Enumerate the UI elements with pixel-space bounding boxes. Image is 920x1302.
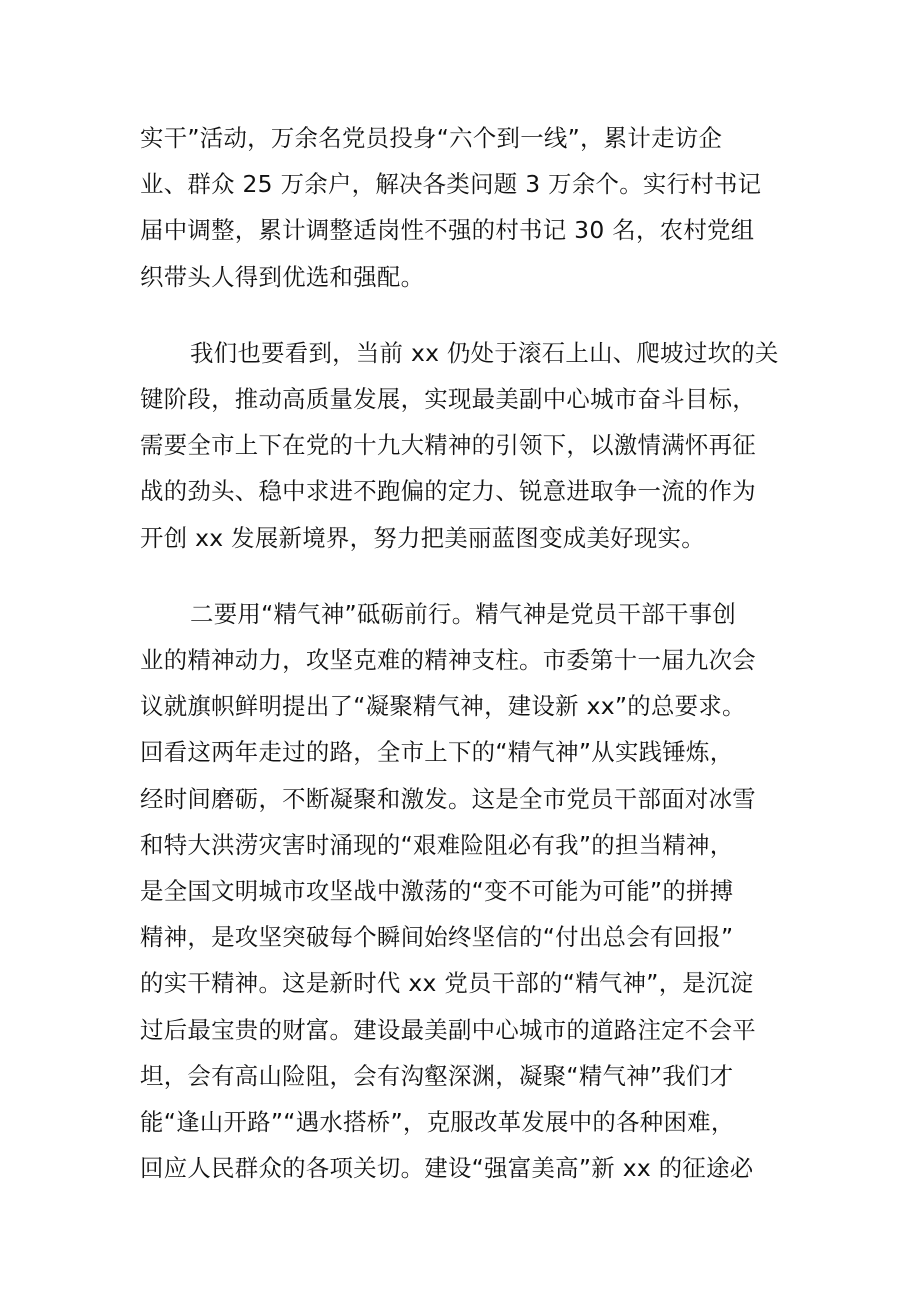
text-line: 织带头人得到优选和强配。 bbox=[140, 262, 425, 291]
text-line: 回应人民群众的各项关切。建设“强富美高”新 xx 的征途必 bbox=[140, 1154, 754, 1183]
paragraph-1 bbox=[140, 115, 780, 300]
text-line: 业的精神动力，攻坚克难的精神支柱。市委第十一届九次会 bbox=[140, 646, 756, 675]
text-line: 我们也要看到，当前 xx 仍处于滚石上山、爬坡过坎的关 bbox=[190, 338, 779, 367]
text-line: 和特大洪涝灾害时涌现的“艰难险阻必有我”的担当精神， bbox=[140, 830, 734, 859]
text-line: 能“逢山开路”“遇水搭桥”，克服改革发展中的各种困难， bbox=[140, 1108, 735, 1137]
text-line: 键阶段，推动高质量发展，实现最美副中心城市奋斗目标， bbox=[140, 385, 756, 414]
text-line: 议就旗帜鲜明提出了“凝聚精气神，建设新 xx”的总要求。 bbox=[140, 692, 746, 721]
text-line: 开创 xx 发展新境界，努力把美丽蓝图变成美好现实。 bbox=[140, 523, 705, 552]
paragraph-2 bbox=[140, 330, 780, 561]
paragraph-3 bbox=[140, 591, 780, 1192]
document-body bbox=[140, 115, 780, 1221]
text-line: 是全国文明城市攻坚战中激荡的“变不可能为可能”的拼搏 bbox=[140, 877, 734, 906]
text-line: 回看这两年走过的路，全市上下的“精气神”从实践锤炼， bbox=[140, 738, 734, 767]
text-line: 二要用“精气神”砥砺前行。精气神是党员干部干事创 bbox=[190, 599, 737, 628]
text-line: 过后最宝贵的财富。建设最美副中心城市的道路注定不会平 bbox=[140, 1015, 756, 1044]
text-line: 需要全市上下在党的十九大精神的引领下，以激情满怀再征 bbox=[140, 431, 756, 460]
text-line: 实干”活动，万余名党员投身“六个到一线”，累计走访企 bbox=[140, 124, 723, 152]
text-line: 业、群众 25 万余户，解决各类问题 3 万余个。实行村书记 bbox=[140, 170, 762, 199]
text-line: 坦，会有高山险阻，会有沟壑深渊，凝聚“精气神”我们才 bbox=[140, 1061, 734, 1090]
text-line: 精神，是攻坚突破每个瞬间始终坚信的“付出总会有回报” bbox=[140, 923, 734, 952]
text-line: 届中调整，累计调整适岗性不强的村书记 30 名，农村党组 bbox=[140, 216, 755, 245]
text-line: 战的劲头、稳中求进不跑偏的定力、锐意进取争一流的作为 bbox=[140, 477, 756, 506]
text-line: 经时间磨砺，不断凝聚和激发。这是全市党员干部面对冰雪 bbox=[140, 784, 756, 813]
text-line: 的实干精神。这是新时代 xx 党员干部的“精气神”，是沉淀 bbox=[140, 969, 754, 998]
